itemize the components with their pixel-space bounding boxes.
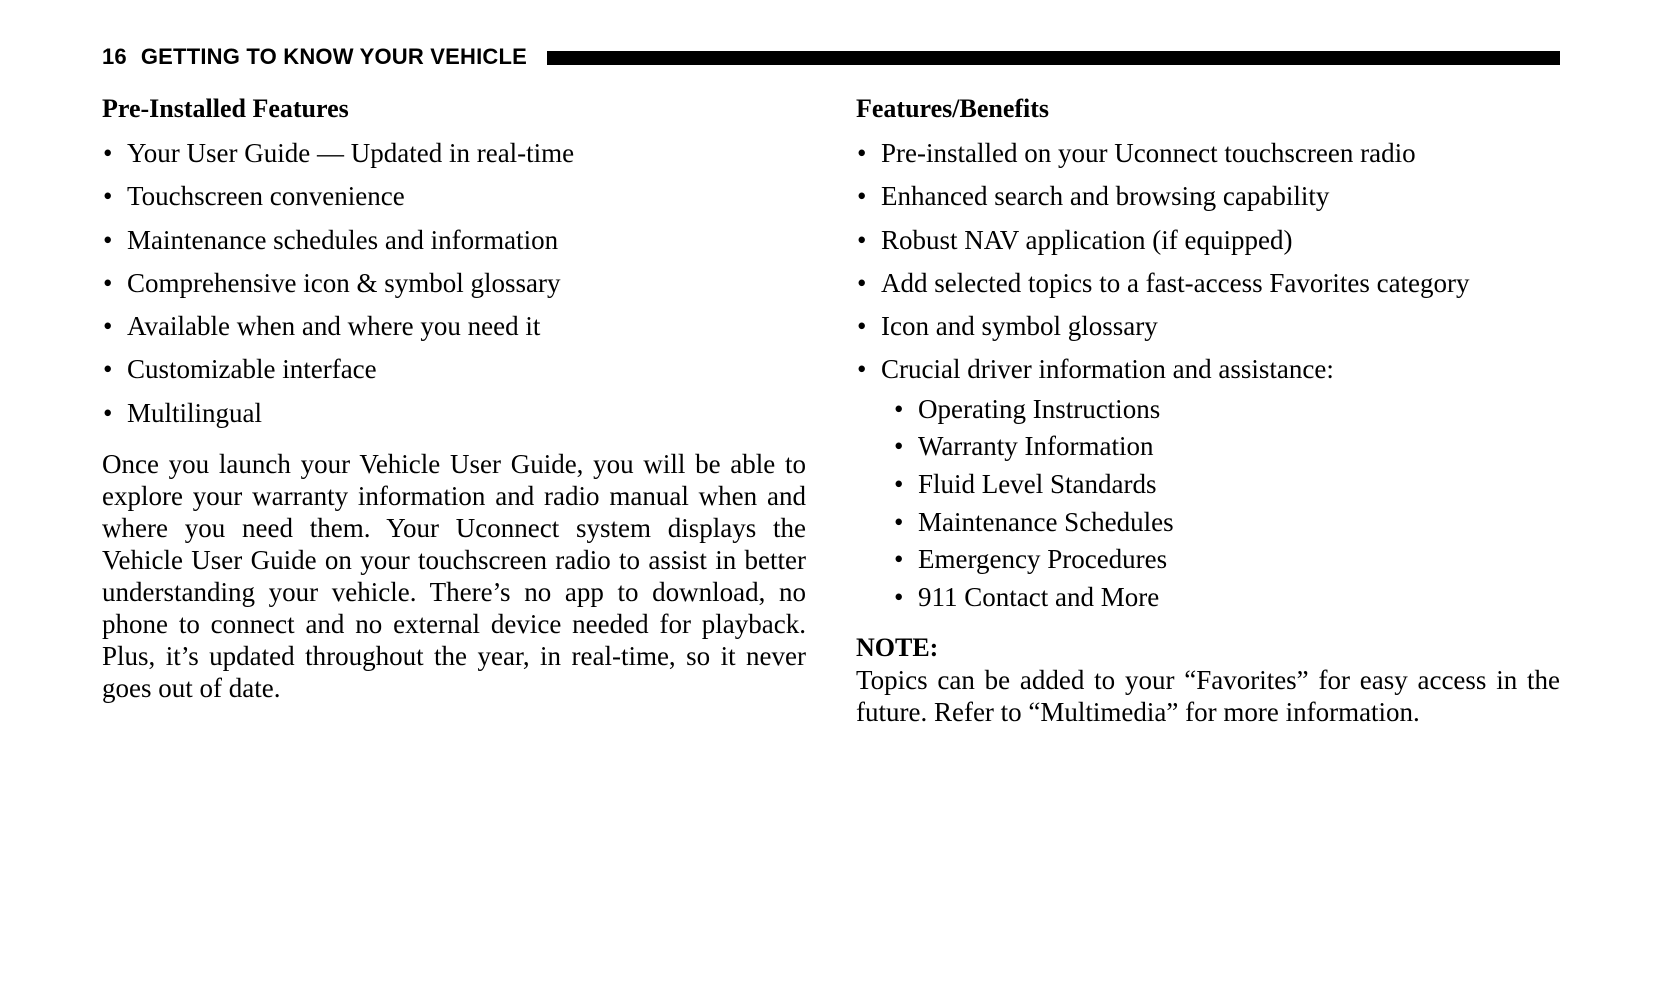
- note-text: Topics can be added to your “Favorites” for easy access in the future. Refer to “Multimedia” for more information.: [856, 664, 1560, 727]
- features-benefits-list: [856, 136, 1560, 386]
- list-item: • Customizable interface: [102, 352, 806, 386]
- list-item: • Touchscreen convenience: [102, 179, 806, 213]
- list-item: • Pre-installed on your Uconnect touchscreen radio: [856, 136, 1560, 170]
- list-item: • Maintenance schedules and information: [102, 223, 806, 257]
- left-column: [102, 92, 806, 704]
- page-number: 16: [102, 44, 127, 69]
- page-header: [102, 42, 1560, 72]
- sub-list-item: • Operating Instructions: [856, 392, 1560, 426]
- section-title: GETTING TO KNOW YOUR VEHICLE: [140, 44, 528, 69]
- list-item: • Crucial driver information and assistance:: [856, 352, 1560, 386]
- header-rule: [547, 51, 1560, 65]
- list-item: • Your User Guide — Updated in real-time: [102, 136, 806, 170]
- sub-list-item: • Fluid Level Standards: [856, 467, 1560, 501]
- right-column: [856, 92, 1560, 728]
- user-guide-description: Once you launch your Vehicle User Guide, you will be able to explore your warranty information and radio manual when and where you need them. Your Uconnect system displays the Vehicle User Guide on your touchscreen radio to assist in better understanding your vehicle. There’s no app to download, no phone to connect and no external device needed for playback. Plus, it’s updated throughout the year, in real-time, so it never goes out of date.: [102, 448, 806, 703]
- list-item: • Robust NAV application (if equipped): [856, 223, 1560, 257]
- list-item: • Multilingual: [102, 396, 806, 430]
- pre-installed-features-heading: Pre-Installed Features: [102, 94, 349, 123]
- features-benefits-heading: Features/Benefits: [856, 94, 1050, 123]
- note-label: NOTE:: [856, 632, 939, 662]
- driver-information-sublist: [856, 392, 1560, 614]
- sub-list-item: • 911 Contact and More: [856, 580, 1560, 614]
- list-item: • Comprehensive icon & symbol glossary: [102, 266, 806, 300]
- list-item: • Available when and where you need it: [102, 309, 806, 343]
- sub-list-item: • Emergency Procedures: [856, 542, 1560, 576]
- sub-list-item: • Maintenance Schedules: [856, 505, 1560, 539]
- pre-installed-features-list: [102, 136, 806, 430]
- list-item: • Add selected topics to a fast-access Favorites category: [856, 266, 1560, 300]
- list-item: • Enhanced search and browsing capability: [856, 179, 1560, 213]
- list-item: • Icon and symbol glossary: [856, 309, 1560, 343]
- sub-list-item: • Warranty Information: [856, 429, 1560, 463]
